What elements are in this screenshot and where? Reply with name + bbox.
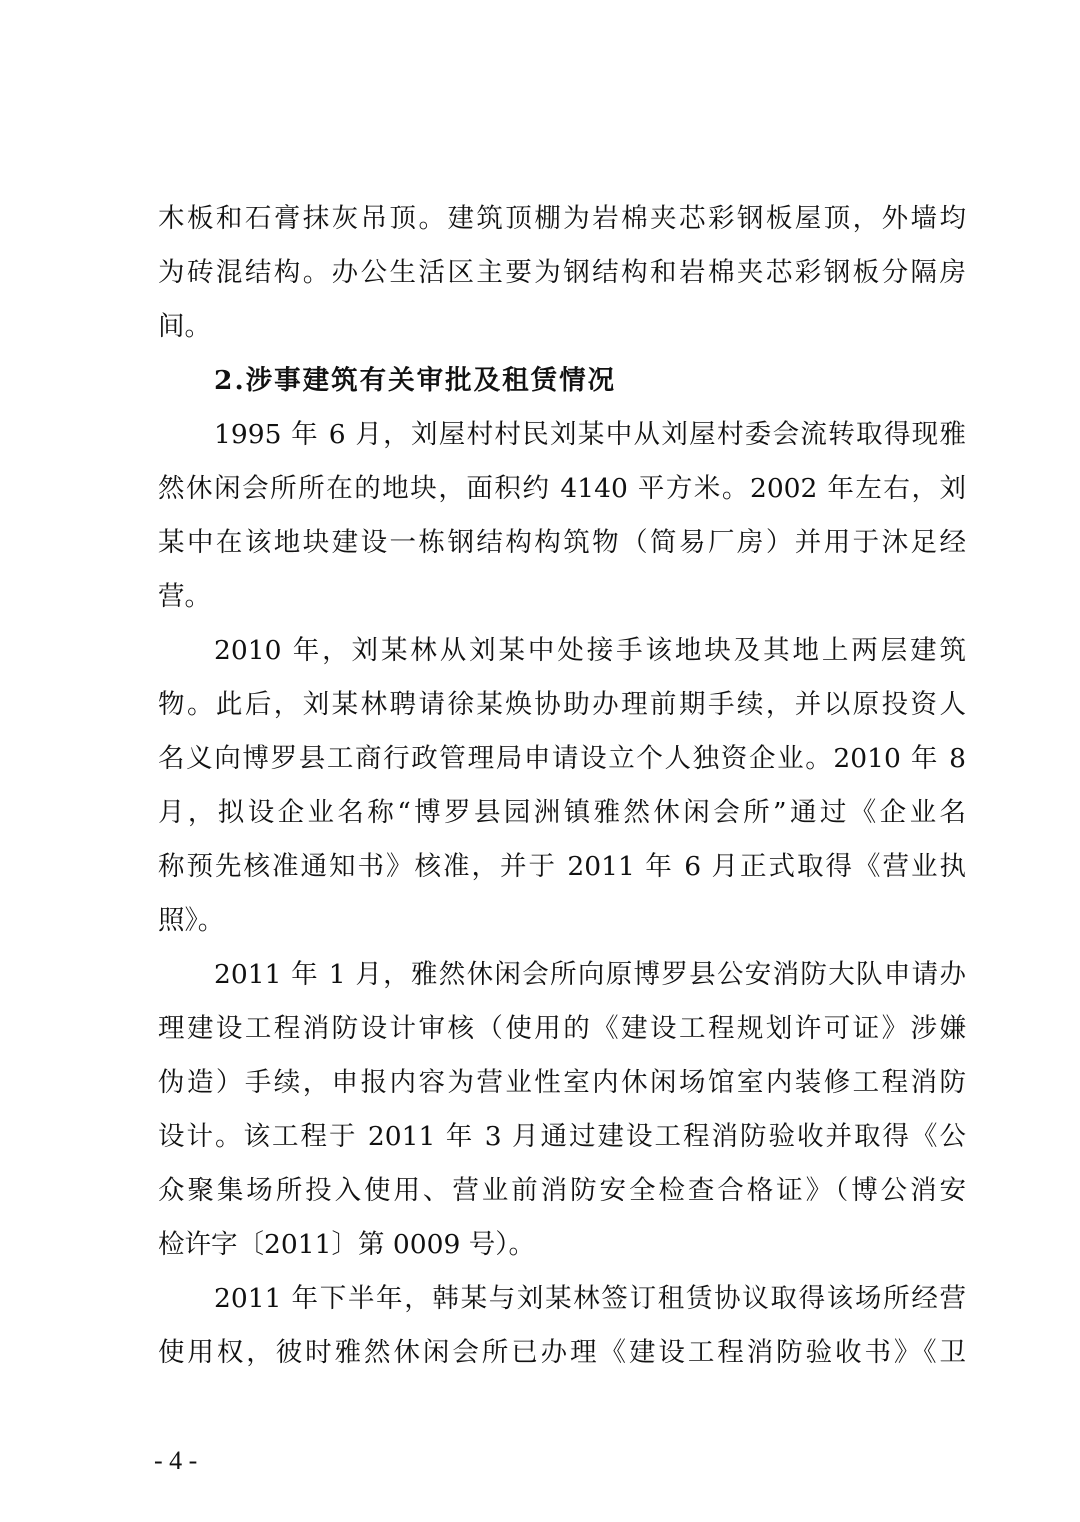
- text-line: 检许字〔2011〕第 0009 号）。: [158, 1229, 535, 1260]
- text-line: 设计。该工程于 2011 年 3 月通过建设工程消防验收并取得《公: [158, 1121, 966, 1152]
- document-body: [158, 192, 966, 1380]
- text-line: 伪造）手续，申报内容为营业性室内休闲场馆室内装修工程消防: [158, 1067, 966, 1098]
- heading-text: 2.涉事建筑有关审批及租赁情况: [214, 365, 617, 396]
- text-line: 1995 年 6 月，刘屋村村民刘某中从刘屋村委会流转取得现雅: [214, 419, 966, 450]
- paragraph-building-structure: [158, 192, 966, 354]
- text-line: 然休闲会所所在的地块，面积约 4140 平方米。2002 年左右，刘: [158, 473, 966, 504]
- text-line: 使用权，彼时雅然休闲会所已办理《建设工程消防验收书》《卫: [158, 1337, 966, 1368]
- text-line: 营。: [158, 581, 211, 612]
- paragraph-fire-inspection: [158, 948, 966, 1272]
- text-line: 众聚集场所投入使用、营业前消防安全检查合格证》（博公消安: [158, 1175, 966, 1206]
- paragraph-land-transfer: [158, 408, 966, 624]
- text-line: 2010 年，刘某林从刘某中处接手该地块及其地上两层建筑: [214, 635, 966, 666]
- text-line: 为砖混结构。办公生活区主要为钢结构和岩棉夹芯彩钢板分隔房: [158, 257, 966, 288]
- paragraph-lease-agreement: [158, 1272, 966, 1380]
- text-line: 月，拟设企业名称“博罗县园洲镇雅然休闲会所”通过《企业名: [158, 797, 966, 828]
- text-line: 2011 年 1 月，雅然休闲会所向原博罗县公安消防大队申请办: [214, 959, 966, 990]
- text-line: 间。: [158, 311, 211, 342]
- page-number: - 4 -: [154, 1446, 198, 1475]
- paragraph-business-license: [158, 624, 966, 948]
- text-line: 木板和石膏抹灰吊顶。建筑顶棚为岩棉夹芯彩钢板屋顶，外墙均: [158, 203, 966, 234]
- text-line: 理建设工程消防设计审核（使用的《建设工程规划许可证》涉嫌: [158, 1013, 966, 1044]
- text-line: 物。此后，刘某林聘请徐某焕协助办理前期手续，并以原投资人: [158, 689, 966, 720]
- text-line: 名义向博罗县工商行政管理局申请设立个人独资企业。2010 年 8: [158, 743, 966, 774]
- text-line: 称预先核准通知书》核准，并于 2011 年 6 月正式取得《营业执: [158, 851, 966, 882]
- text-line: 2011 年下半年，韩某与刘某林签订租赁协议取得该场所经营: [214, 1283, 966, 1314]
- text-line: 照》。: [158, 905, 225, 936]
- section-heading: [158, 354, 966, 408]
- text-line: 某中在该地块建设一栋钢结构构筑物（简易厂房）并用于沐足经: [158, 527, 966, 558]
